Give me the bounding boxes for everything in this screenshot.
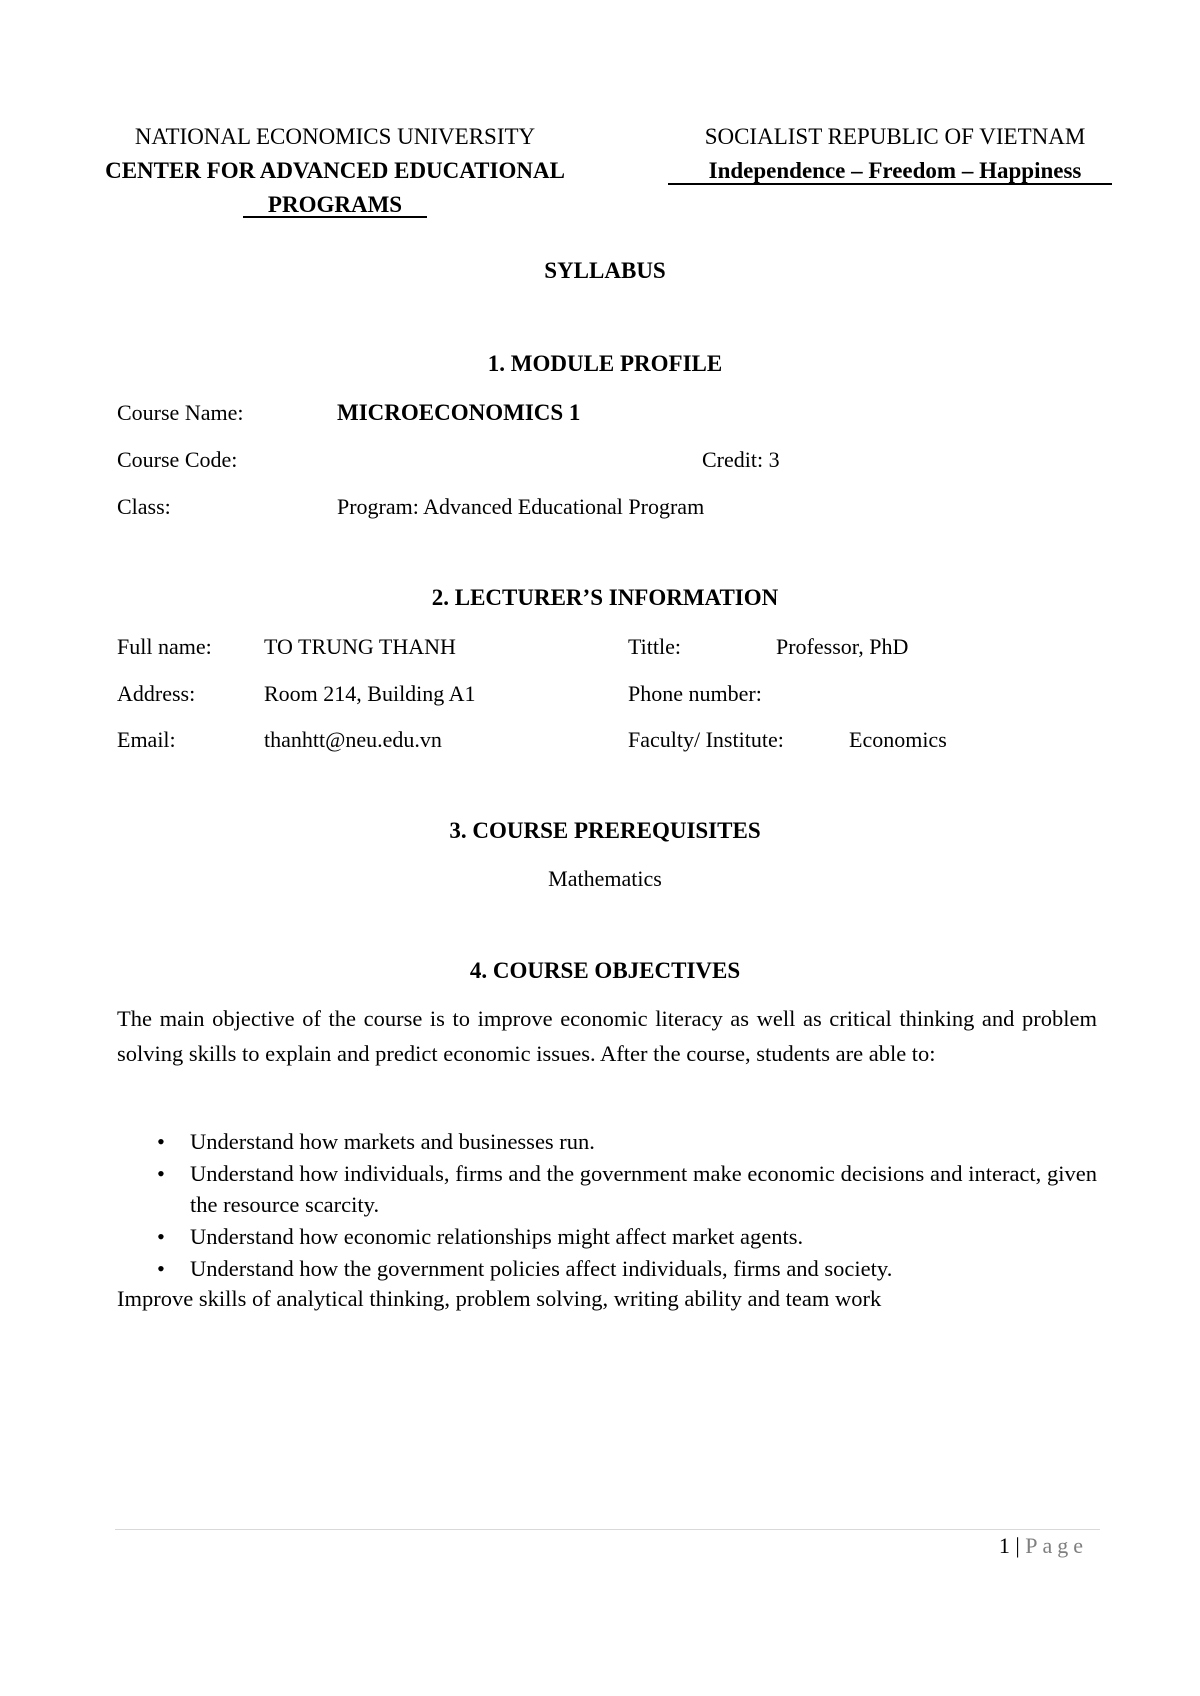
full-name-label: Full name: bbox=[117, 634, 212, 659]
faculty-value: Economics bbox=[849, 727, 947, 752]
page-word: Page bbox=[1025, 1533, 1088, 1558]
module-profile-heading: 1. MODULE PROFILE bbox=[487, 351, 723, 376]
footer-divider bbox=[115, 1529, 1100, 1530]
list-item-text: Understand how individuals, firms and the government make economic decisions and interact, given the resource scarcity. bbox=[190, 1161, 1097, 1217]
course-name-label: Course Name: bbox=[117, 400, 244, 425]
title-value: Professor, PhD bbox=[776, 634, 909, 659]
university-header bbox=[60, 120, 610, 222]
list-item bbox=[117, 1221, 1097, 1252]
list-item bbox=[117, 1158, 1097, 1220]
university-name: NATIONAL ECONOMICS UNIVERSITY bbox=[134, 124, 536, 149]
credit-value: Credit: 3 bbox=[702, 447, 780, 472]
bullet-icon: • bbox=[157, 1256, 165, 1281]
course-name-value: MICROECONOMICS 1 bbox=[337, 400, 581, 425]
bullet-icon: • bbox=[157, 1129, 165, 1154]
list-item-text: Understand how economic relationships might affect market agents. bbox=[190, 1224, 804, 1249]
address-label: Address: bbox=[117, 681, 196, 706]
list-item-text: Understand how markets and businesses run. bbox=[190, 1129, 595, 1154]
country-header bbox=[665, 120, 1125, 188]
program-value: Program: Advanced Educational Program bbox=[337, 494, 705, 519]
list-item bbox=[117, 1253, 1097, 1284]
motto-underline bbox=[668, 183, 1112, 185]
title-label: Tittle: bbox=[628, 634, 681, 659]
class-label: Class: bbox=[117, 494, 171, 519]
phone-label: Phone number: bbox=[628, 681, 762, 706]
list-item bbox=[117, 1126, 1097, 1157]
prerequisites-heading: 3. COURSE PREREQUISITES bbox=[449, 818, 761, 843]
full-name-value: TO TRUNG THANH bbox=[264, 634, 456, 659]
document-title: SYLLABUS bbox=[544, 258, 666, 283]
objectives-intro: The main objective of the course is to improve economic literacy as well as critical thinking and problem solving skills to explain and predict economic issues. After the course, students are able to: bbox=[117, 1006, 1097, 1066]
email-label: Email: bbox=[117, 727, 176, 752]
bullet-icon: • bbox=[157, 1224, 165, 1249]
prerequisites-value: Mathematics bbox=[548, 866, 662, 891]
motto: Independence – Freedom – Happiness bbox=[708, 158, 1082, 183]
faculty-label: Faculty/ Institute: bbox=[628, 727, 784, 752]
center-name: CENTER FOR ADVANCED EDUCATIONAL PROGRAMS bbox=[105, 158, 565, 217]
page-footer bbox=[999, 1533, 1088, 1559]
list-item-text: Understand how the government policies affect individuals, firms and society. bbox=[190, 1256, 893, 1281]
page-separator: | bbox=[1009, 1533, 1026, 1558]
country-name: SOCIALIST REPUBLIC OF VIETNAM bbox=[704, 124, 1086, 149]
email-value: thanhtt@neu.edu.vn bbox=[264, 727, 442, 752]
objectives-closing: Improve skills of analytical thinking, problem solving, writing ability and team work bbox=[117, 1286, 882, 1311]
objectives-list bbox=[117, 1126, 1097, 1285]
objectives-heading: 4. COURSE OBJECTIVES bbox=[469, 958, 741, 983]
lecturer-heading: 2. LECTURER’S INFORMATION bbox=[431, 585, 779, 610]
page-number: 1 bbox=[998, 1533, 1010, 1558]
course-code-label: Course Code: bbox=[117, 447, 238, 472]
center-name-underline bbox=[243, 216, 427, 218]
address-value: Room 214, Building A1 bbox=[264, 681, 476, 706]
bullet-icon: • bbox=[157, 1161, 165, 1186]
